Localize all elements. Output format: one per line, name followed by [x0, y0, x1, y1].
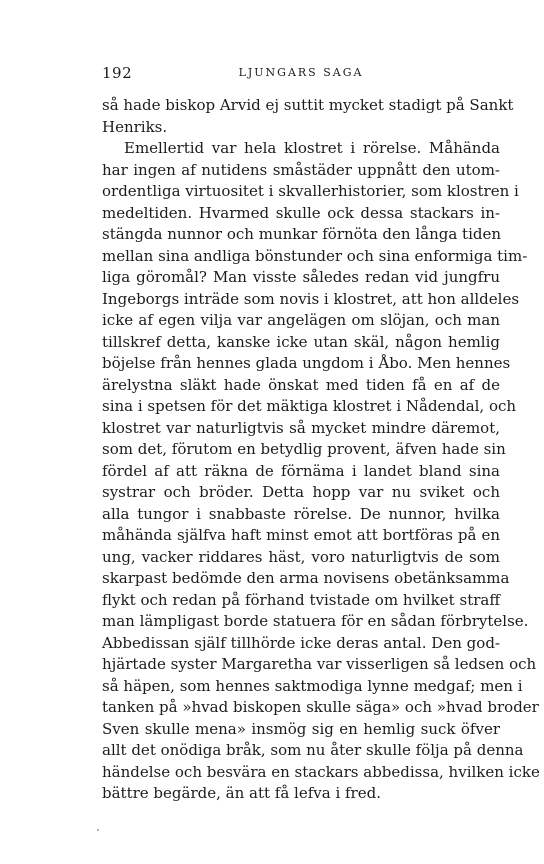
text-line: systrar och bröder. Detta hopp var nu sviket och	[102, 483, 500, 501]
running-title: LJUNGARS SAGA	[238, 66, 364, 79]
text-line: händelse och besvära en stackars abbedissa, hvilken icke	[102, 762, 540, 781]
page-number: 192	[102, 64, 133, 82]
text-line: mellan sina andliga bönstunder och sina enformiga tim-	[102, 246, 528, 265]
paper-speck	[97, 829, 99, 831]
text-line: tanken på »hvad biskopen skulle säga» och »hvad broder	[102, 698, 539, 716]
text-line: alla tungor i snabbaste rörelse. De nunnor, hvilka	[102, 504, 500, 523]
text-line: Emellertid var hela klostret i rörelse. Måhända	[124, 139, 500, 157]
text-line: sina i spetsen för det mäktiga klostret i Nådendal, och	[102, 397, 517, 415]
text-line: Ingeborgs inträde som novis i klostret, att hon alldeles	[102, 289, 520, 308]
text-line: måhända själfva haft minst emot att bortföras på en	[102, 526, 500, 544]
text-line: fördel af att räkna de förnäma i landet bland sina	[102, 461, 500, 480]
text-line: böjelse från hennes glada ungdom i Åbo. Men hennes	[102, 354, 511, 372]
text-line: bättre begärde, än att få lefva i fred.	[102, 784, 381, 802]
text-line: ärelystna släkt hade önskat med tiden få en af de	[102, 375, 500, 394]
text-line: så hade biskop Arvid ej suttit mycket stadigt på Sankt	[102, 96, 514, 114]
text-line: flykt och redan på förhand tvistade om hvilket straff	[102, 590, 500, 609]
text-line: stängda nunnor och munkar förnöta den långa tiden	[102, 225, 502, 243]
text-line: tillskref detta, kanske icke utan skäl, någon hemlig	[102, 332, 500, 351]
text-line: medeltiden. Hvarmed skulle ock dessa stackars in-	[102, 203, 500, 222]
text-line: Abbedissan själf tillhörde icke deras antal. Den god-	[102, 633, 500, 652]
text-line: så häpen, som hennes saktmodiga lynne medgaf; men i	[102, 676, 523, 695]
text-line: man lämpligast borde statuera för en sådan förbrytelse.	[102, 612, 529, 630]
text-line: Henriks.	[102, 117, 168, 136]
text-line: allt det onödiga bråk, som nu åter skulle följa på denna	[102, 741, 524, 759]
text-line: Sven skulle mena» insmög sig en hemlig suck öfver	[102, 719, 500, 738]
text-line: har ingen af nutidens småstäder uppnått den utom-	[102, 160, 500, 179]
text-line: skarpast bedömde den arma novisens obetänksamma	[102, 569, 510, 587]
text-line: icke af egen vilja var angelägen om slöjan, och man	[102, 311, 500, 329]
text-line: hjärtade syster Margaretha var visserligen så ledsen och	[102, 655, 537, 673]
body-text	[102, 95, 540, 805]
text-line: liga göromål? Man visste således redan vid jungfru	[102, 268, 500, 286]
text-line: ordentliga virtuositet i skvallerhistorier, som klostren i	[102, 182, 519, 200]
text-line: som det, förutom en betydlig provent, äfven hade sin	[102, 440, 506, 458]
page-header	[102, 64, 500, 84]
text-line: ung, vacker riddares häst, voro naturligtvis de som	[102, 547, 500, 566]
text-line: klostret var naturligtvis så mycket mindre däremot,	[102, 418, 500, 437]
